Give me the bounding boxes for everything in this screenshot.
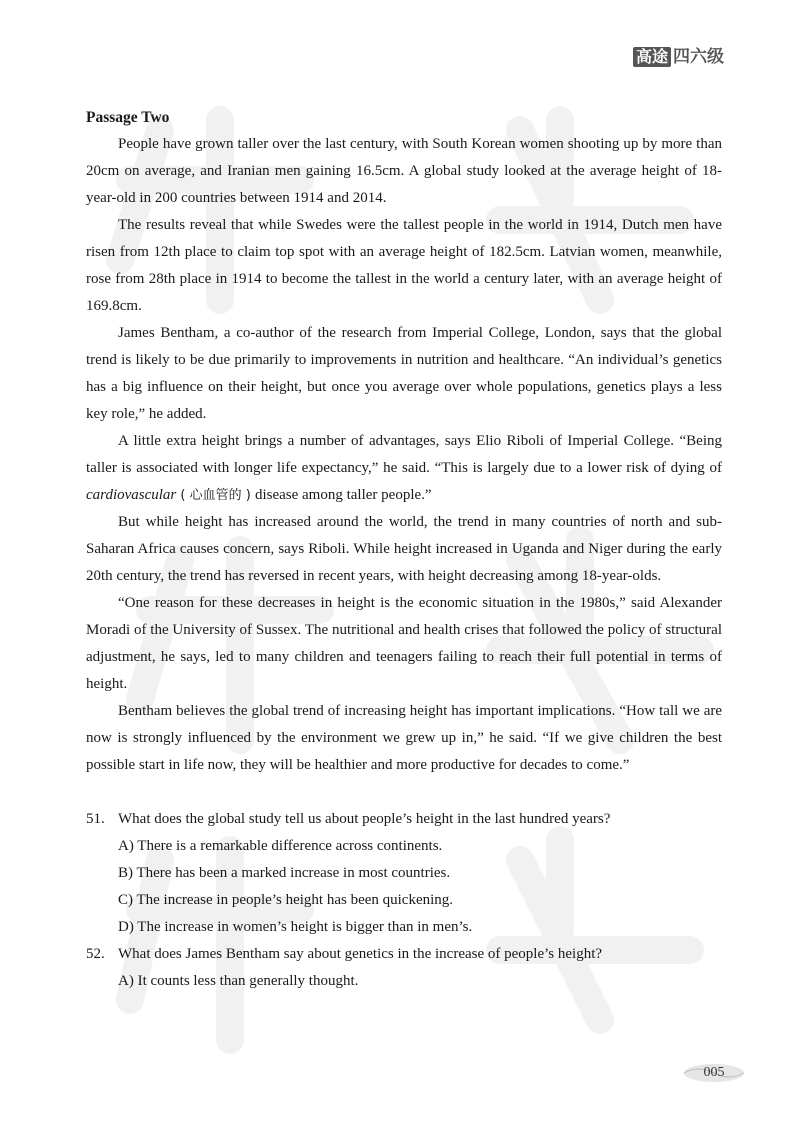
paragraph-5: But while height has increased around the world, the trend in many countries of north and sub-Saharan Africa causes concern, says Riboli. While height increased in Uganda and Niger during the early 20th century, the trend has reversed in recent years, with height decreasing among 18-year-olds. [86, 514, 722, 584]
page-number: 005 [703, 1065, 725, 1080]
option-c: C) The increase in people’s height has been quickening. [118, 892, 454, 908]
question-52 [86, 941, 722, 995]
question-51 [86, 806, 722, 941]
page-number-badge [682, 1062, 746, 1084]
option-d: D) The increase in women’s height is bigger than in men’s. [118, 919, 473, 935]
option-a: A) It counts less than generally thought. [118, 973, 359, 989]
paragraph-4-text: A little extra height brings a number of advantages, says Elio Riboli of Imperial College. “Being taller is associated with longer life expectancy,” he said. “This is largely due to a lower risk of dying of [86, 433, 722, 476]
option-b: B) There has been a marked increase in most countries. [118, 865, 451, 881]
paragraph-1: People have grown taller over the last century, with South Korean women shooting up by more than 20cm on average, and Iranian men gaining 16.5cm. A global study looked at the average height of 18-year-old in 200 countries between 1914 and 2014. [86, 136, 722, 206]
paragraph-7: Bentham believes the global trend of increasing height has important implications. “How tall we are now is strongly influenced by the environment we grew up in,” he said. “If we give children the best possible start in life now, they will be healthier and more productive for decades to come.” [86, 703, 722, 773]
logo-box: 高途 [633, 47, 671, 67]
page-content [86, 104, 722, 995]
question-text: What does James Bentham say about genetics in the increase of people’s height? [118, 946, 603, 962]
paragraph-4-end: disease among taller people.” [254, 487, 432, 503]
paragraph-4-gloss: ( 心血管的 ) [176, 488, 255, 503]
question-number: 52. [86, 946, 105, 962]
paragraph-4 [86, 428, 722, 509]
question-text: What does the global study tell us about people’s height in the last hundred years? [118, 811, 611, 827]
option-a: A) There is a remarkable difference across continents. [118, 838, 443, 854]
paragraph-6: “One reason for these decreases in height is the economic situation in the 1980s,” said Alexander Moradi of the University of Sussex. The nutritional and health crises that followed the policy of structural adjustment, he says, led to many children and teenagers failing to reach their full potential in terms of height. [86, 595, 722, 692]
logo-text: 四六级 [673, 47, 724, 67]
passage-title: Passage Two [86, 109, 170, 126]
paragraph-3: James Bentham, a co-author of the research from Imperial College, London, says that the global trend is likely to be due primarily to improvements in nutrition and healthcare. “An individual’s genetics has a big influence on their height, but once you average over whole populations, genetics plays a less key role,” he added. [86, 325, 722, 422]
paragraph-2: The results reveal that while Swedes were the tallest people in the world in 1914, Dutch men have risen from 12th place to claim top spot with an average height of 182.5cm. Latvian women, meanwhile, rose from 28th place in 1914 to become the tallest in the world a century later, with an average height of 169.8cm. [86, 217, 722, 314]
brand-logo [633, 47, 724, 67]
question-number: 51. [86, 811, 105, 827]
paragraph-4-italic: cardiovascular [86, 487, 177, 503]
